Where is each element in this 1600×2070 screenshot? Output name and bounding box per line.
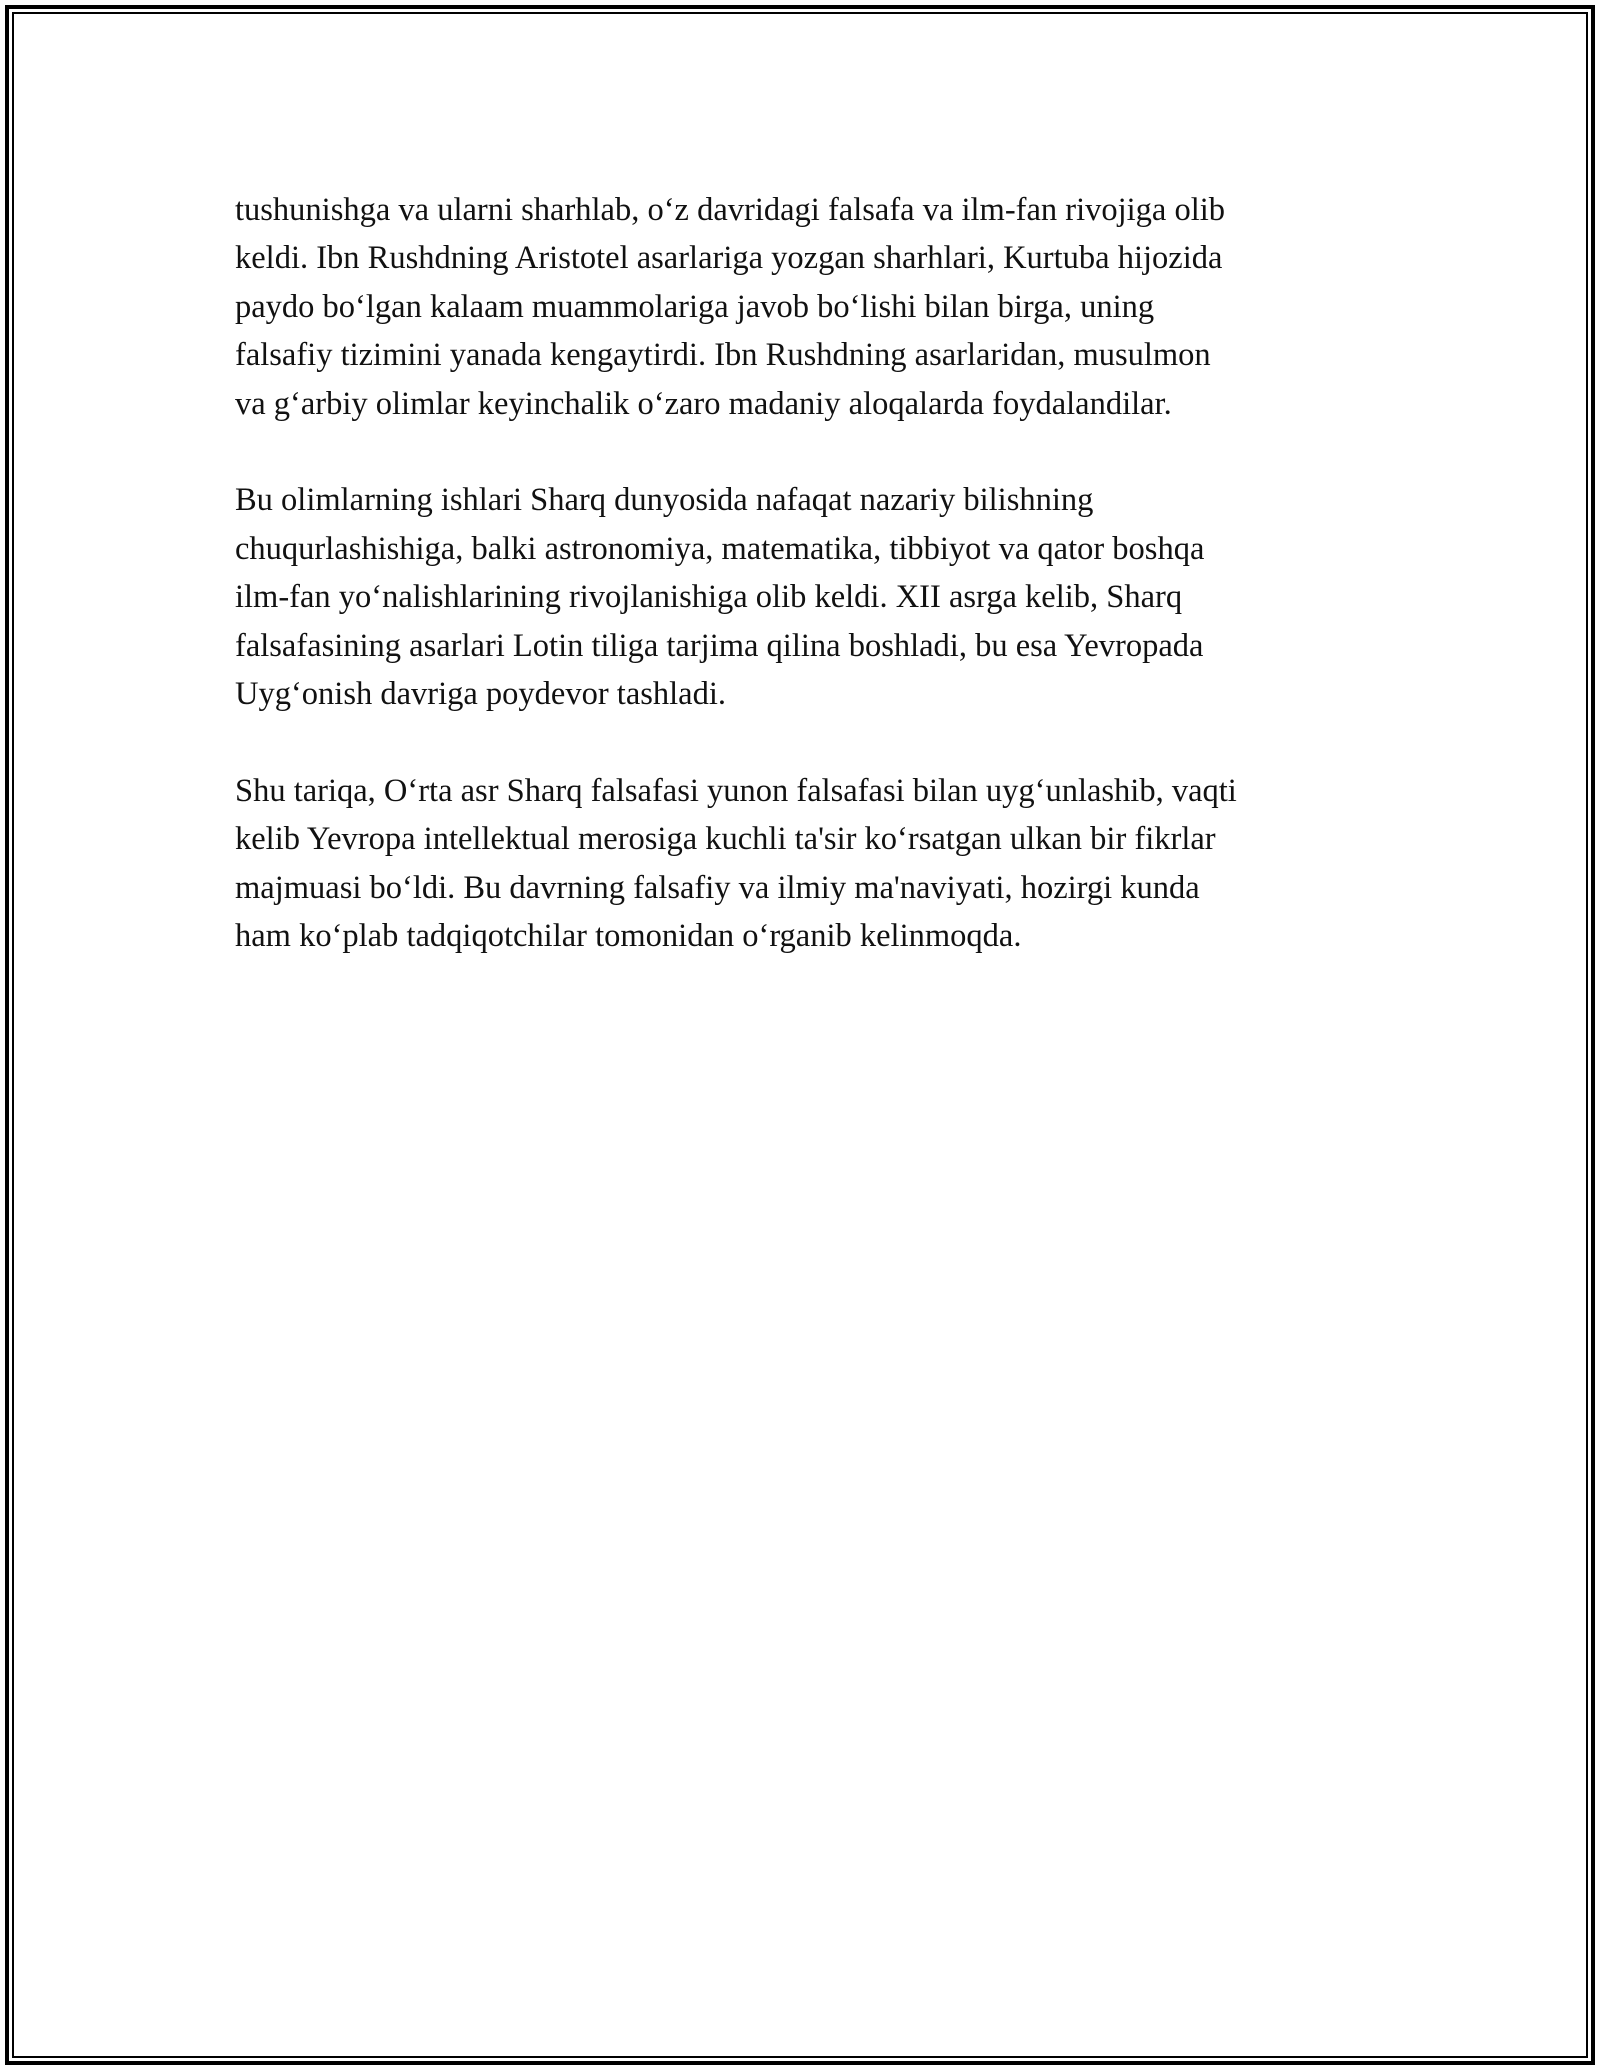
paragraph-2: [235, 476, 1375, 718]
text-line: Uyg‘onish davriga poydevor tashladi.: [235, 676, 727, 713]
text-line: va g‘arbiy olimlar keyinchalik o‘zaro madaniy aloqalarda foydalandilar.: [235, 385, 1172, 422]
text-line: Shu tariqa, O‘rta asr Sharq falsafasi yunon falsafasi bilan uyg‘unlashib, vaqti: [235, 772, 1237, 809]
paragraph-1: [235, 186, 1375, 428]
text-line: paydo bo‘lgan kalaam muammolariga javob bo‘lishi bilan birga, uning: [235, 288, 1155, 325]
document-body: [235, 186, 1375, 1009]
text-line: tushunishga va ularni sharhlab, o‘z davridagi falsafa va ilm-fan rivojiga olib: [235, 192, 1226, 228]
text-line: falsafasining asarlari Lotin tiliga tarjima qilina boshladi, bu esa Yevropada: [235, 627, 1204, 664]
text-line: kelib Yevropa intellektual merosiga kuchli ta'sir ko‘rsatgan ulkan bir fikrlar: [235, 821, 1216, 858]
text-line: ilm-fan yo‘nalishlarining rivojlanishiga olib keldi. XII asrga kelib, Sharq: [235, 579, 1183, 616]
text-line: chuqurlashishiga, balki astronomiya, matematika, tibbiyot va qator boshqa: [235, 530, 1205, 567]
text-line: falsafiy tizimini yanada kengaytirdi. Ibn Rushdning asarlaridan, musulmon: [235, 337, 1211, 374]
text-line: Bu olimlarning ishlari Sharq dunyosida nafaqat nazariy bilishning: [235, 482, 1094, 519]
text-line: ham ko‘plab tadqiqotchilar tomonidan o‘rganib kelinmoqda.: [235, 918, 1022, 955]
paragraph-3: [235, 767, 1375, 961]
text-line: majmuasi bo‘ldi. Bu davrning falsafiy va ilmiy ma'naviyati, hozirgi kunda: [235, 869, 1200, 906]
text-line: keldi. Ibn Rushdning Aristotel asarlariga yozgan sharhlari, Kurtuba hijozida: [235, 240, 1223, 277]
